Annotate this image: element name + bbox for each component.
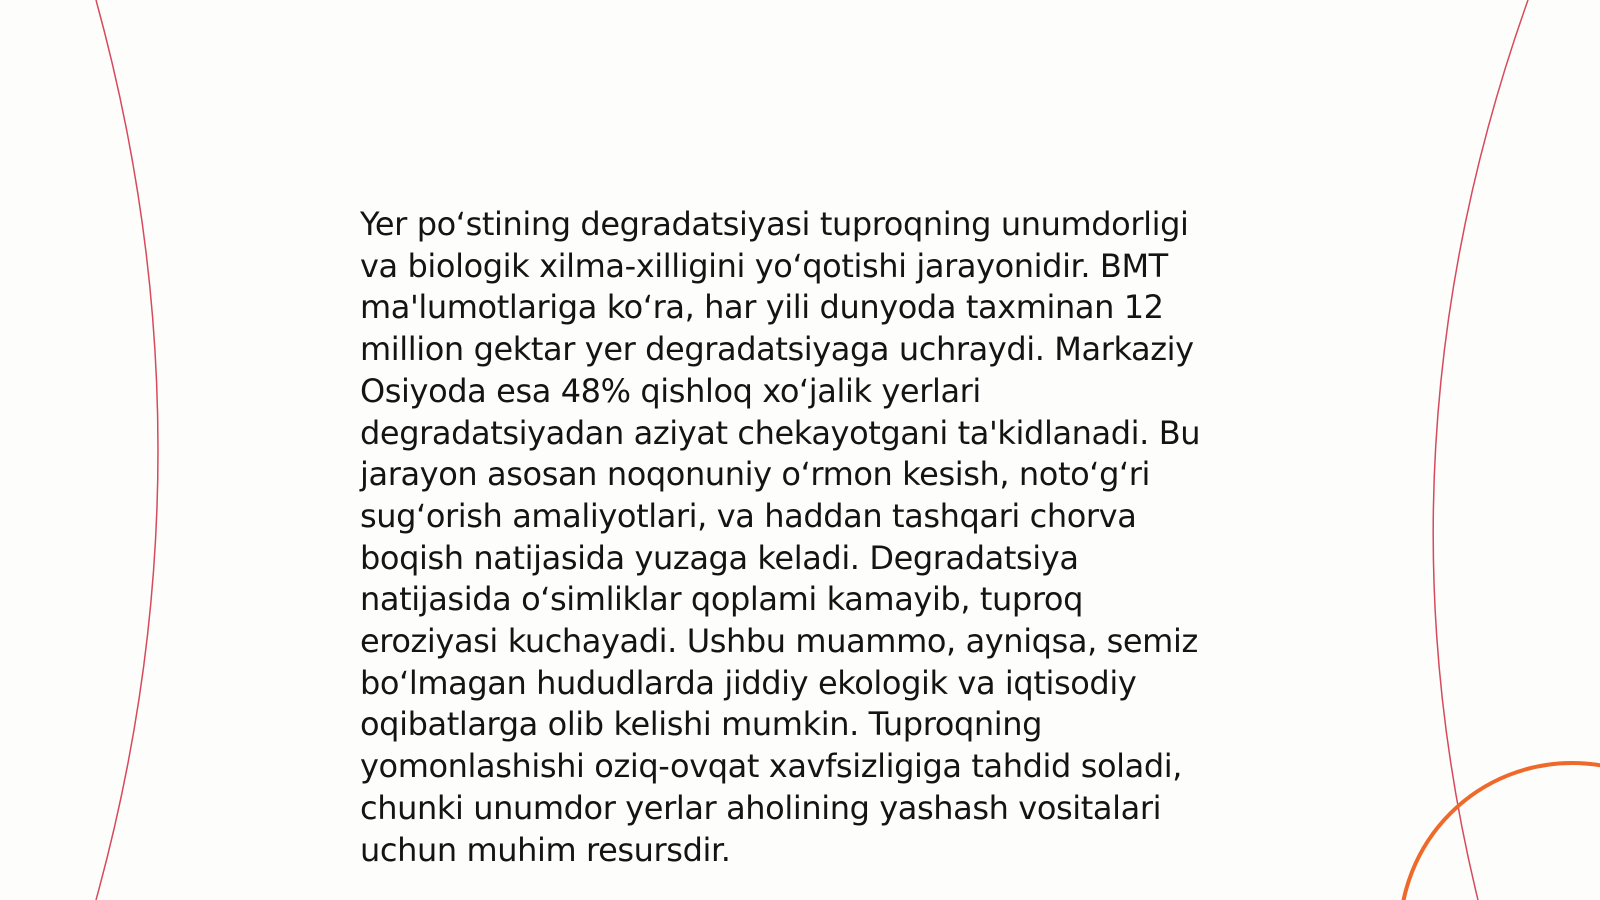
orange-circle-outline (1400, 763, 1600, 900)
right-curve-line (1433, 0, 1528, 900)
body-paragraph: Yer po‘stining degradatsiyasi tuproqning unumdorligi va biologik xilma-xilligini yo‘qotishi jarayonidir. BMT ma'lumotlariga ko‘ra, har yili dunyoda taxminan 12 million gektar yer degradatsiyaga uchraydi. Markaziy Osiyoda esa 48% qishloq xo‘jalik yerlari degradatsiyadan aziyat chekayotgani ta'kidlanadi. Bu jarayon asosan noqonuniy o‘rmon kesish, noto‘g‘ri sug‘orish amaliyotlari, va haddan tashqari chorva boqish natijasida yuzaga keladi. Degradatsiya natijasida o‘simliklar qoplami kamayib, tuproq eroziyasi kuchayadi. Ushbu muammo, ayniqsa, semiz bo‘lmagan hududlarda jiddiy ekologik va iqtisodiy oqibatlarga olib kelishi mumkin. Tuproqning yomonlashishi oziq-ovqat xavfsizligiga tahdid soladi, chunki unumdor yerlar aholining yashash vositalari uchun muhim resursdir. (360, 205, 1201, 869)
left-curve-line (96, 0, 158, 900)
